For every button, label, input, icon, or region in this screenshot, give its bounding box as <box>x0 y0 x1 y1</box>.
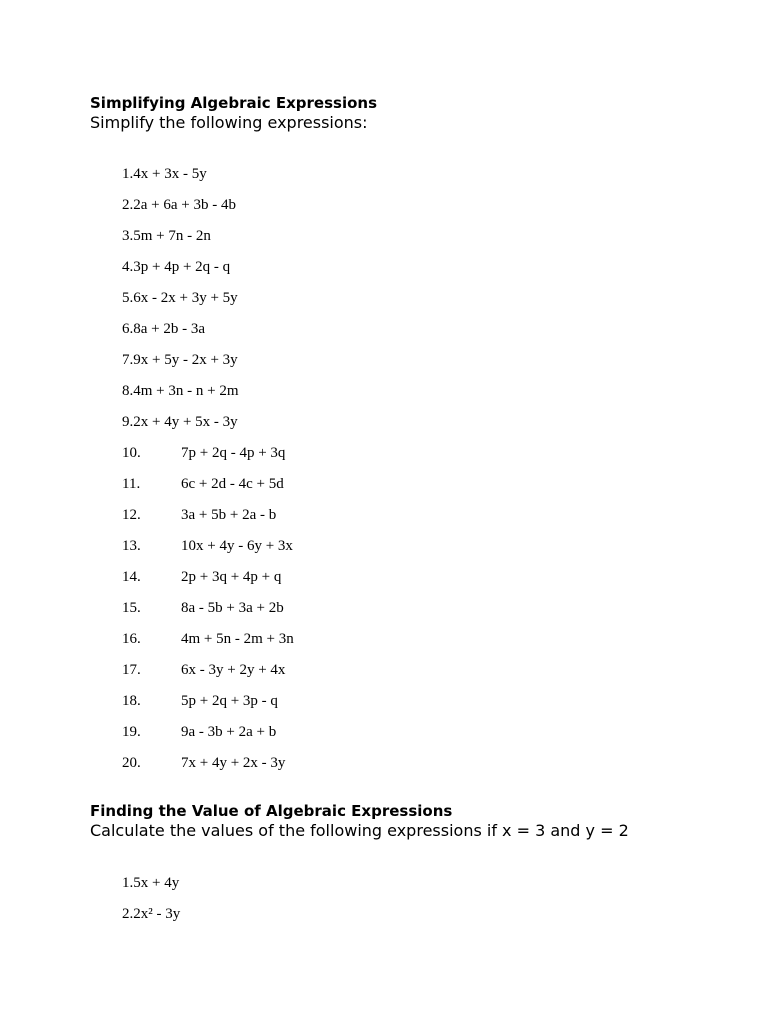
exercise-number: 1. <box>122 875 134 891</box>
exercise-number: 7. <box>122 352 134 368</box>
exercise-item <box>122 382 294 413</box>
exercise-item <box>122 227 294 258</box>
section-2-instruction: Calculate the values of the following expressions if x = 3 and y = 2 <box>90 821 629 840</box>
exercise-number: 2. <box>122 906 134 922</box>
exercise-expression: 4m + 3n - n + 2m <box>133 383 239 399</box>
exercise-expression: 8a + 2b - 3a <box>133 321 206 337</box>
exercise-expression: 9x + 5y - 2x + 3y <box>133 352 238 368</box>
exercise-number: 16. <box>122 631 141 647</box>
section-2-title: Finding the Value of Algebraic Expressions <box>90 802 453 820</box>
exercise-expression: 2x + 4y + 5x - 3y <box>133 414 238 430</box>
exercise-number: 20. <box>122 755 141 771</box>
exercise-item <box>122 506 294 537</box>
exercise-number: 2. <box>122 197 134 213</box>
exercise-expression: 8a - 5b + 3a + 2b <box>181 600 284 616</box>
exercise-expression: 10x + 4y - 6y + 3x <box>181 538 293 554</box>
exercise-expression: 4x + 3x - 5y <box>133 166 207 182</box>
exercise-expression: 2p + 3q + 4p + q <box>181 569 282 585</box>
exercise-number: 11. <box>122 476 141 492</box>
exercise-item <box>122 754 294 785</box>
exercise-number: 17. <box>122 662 141 678</box>
section-2-exercise-list <box>122 874 180 936</box>
exercise-number: 5. <box>122 290 134 306</box>
section-1-instruction: Simplify the following expressions: <box>90 113 368 132</box>
exercise-number: 14. <box>122 569 141 585</box>
exercise-expression: 5p + 2q + 3p - q <box>181 693 278 709</box>
exercise-number: 18. <box>122 693 141 709</box>
exercise-item <box>122 475 294 506</box>
exercise-item <box>122 444 294 475</box>
exercise-expression: 7x + 4y + 2x - 3y <box>181 755 286 771</box>
exercise-item <box>122 661 294 692</box>
exercise-number: 19. <box>122 724 141 740</box>
exercise-item <box>122 874 180 905</box>
exercise-item <box>122 165 294 196</box>
exercise-expression: 2a + 6a + 3b - 4b <box>133 197 236 213</box>
exercise-number: 13. <box>122 538 141 554</box>
exercise-expression: 9a - 3b + 2a + b <box>181 724 277 740</box>
exercise-item <box>122 537 294 568</box>
exercise-number: 4. <box>122 259 134 275</box>
exercise-expression: 5x + 4y <box>133 875 180 891</box>
exercise-number: 6. <box>122 321 134 337</box>
exercise-expression: 3p + 4p + 2q - q <box>133 259 231 275</box>
section-1-exercise-list <box>122 165 294 785</box>
exercise-item <box>122 905 180 936</box>
exercise-item <box>122 599 294 630</box>
exercise-expression: 6x - 2x + 3y + 5y <box>133 290 238 306</box>
exercise-item <box>122 351 294 382</box>
exercise-number: 10. <box>122 445 141 461</box>
exercise-expression: 3a + 5b + 2a - b <box>181 507 277 523</box>
exercise-item <box>122 413 294 444</box>
exercise-expression: 4m + 5n - 2m + 3n <box>181 631 294 647</box>
exercise-item <box>122 196 294 227</box>
exercise-expression: 7p + 2q - 4p + 3q <box>181 445 286 461</box>
exercise-number: 3. <box>122 228 134 244</box>
exercise-number: 8. <box>122 383 134 399</box>
exercise-expression: 6c + 2d - 4c + 5d <box>181 476 284 492</box>
exercise-item <box>122 568 294 599</box>
section-1-title: Simplifying Algebraic Expressions <box>90 94 377 112</box>
exercise-item <box>122 630 294 661</box>
exercise-item <box>122 289 294 320</box>
exercise-item <box>122 320 294 351</box>
exercise-number: 15. <box>122 600 141 616</box>
exercise-number: 1. <box>122 166 134 182</box>
exercise-item <box>122 692 294 723</box>
exercise-item <box>122 258 294 289</box>
exercise-number: 12. <box>122 507 141 523</box>
exercise-expression: 6x - 3y + 2y + 4x <box>181 662 286 678</box>
exercise-number: 9. <box>122 414 134 430</box>
exercise-expression: 5m + 7n - 2n <box>133 228 211 244</box>
exercise-expression: 2x² - 3y <box>133 906 181 922</box>
exercise-item <box>122 723 294 754</box>
